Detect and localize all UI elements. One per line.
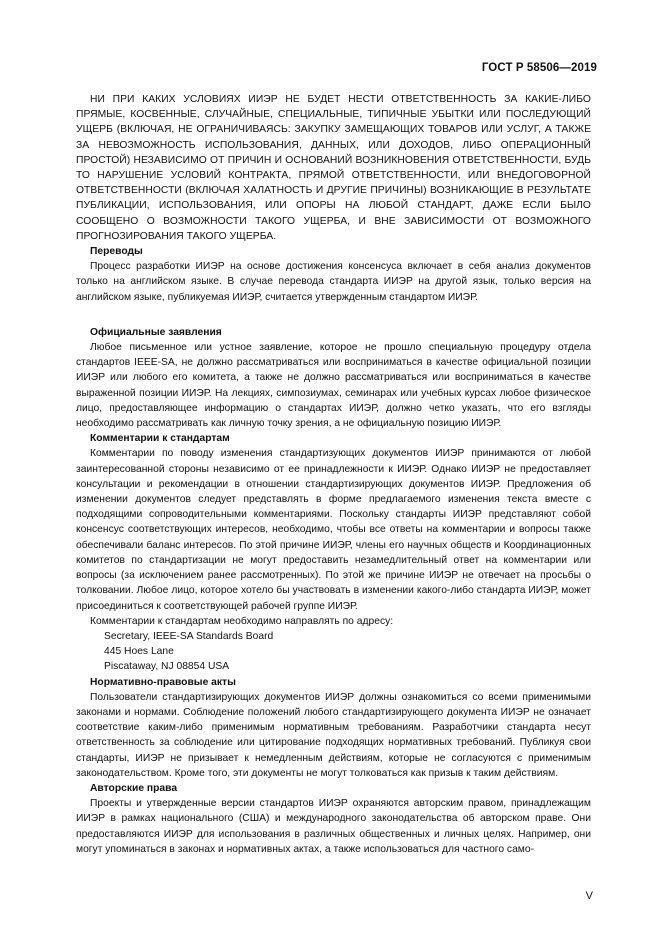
address-line: 445 Hoes Lane	[104, 646, 174, 658]
section-text-translations: Процесс разработки ИИЭР на основе достижения консенсуса включает в себя анализ документов только на английском языке. В случае перевода стандарта ИИЭР на другой язык, только версия на английском языке, публикуемая ИИЭР, считается утвержденным стандартом ИИЭР.	[76, 261, 591, 303]
page-number: V	[585, 890, 593, 902]
standard-id: ГОСТ Р 58506—2019	[481, 62, 597, 74]
address-intro: Комментарии к стандартам необходимо направлять по адресу:	[90, 615, 394, 627]
section-heading-official-statements: Официальные заявления	[90, 326, 222, 338]
section-heading-regulatory: Нормативно-правовые акты	[90, 676, 236, 688]
address-line: Piscataway, NJ 08854 USA	[104, 661, 230, 673]
section-text-official-statements: Любое письменное или устное заявление, которое не прошло специальную процедуру отдела стандартов IEEE-SA, не должно рассматриваться или восприниматься в качестве официальной позиции ИИЭР или любого его комитета, а также не должно рассматриваться или восприниматься в качестве выраженной позиции ИИЭР. На лекциях, симпозиумах, семинарах или учебных курсах любое физическое лицо, предоставляющее информацию о стандартах ИИЭР, должно четко указать, что его взгляды необходимо рассматривать как личную точку зрения, а не официальную позицию ИИЭР.	[76, 342, 591, 430]
section-heading-comments: Комментарии к стандартам	[90, 433, 230, 445]
section-spacer	[76, 305, 591, 325]
section-text-comments: Комментарии по поводу изменения стандартизующих документов ИИЭР принимаются от любой заинтересованной стороны независимо от ее принадлежности к ИИЭР. Однако ИИЭР не предоставляет консультации и рекомендации в отношении стандартизирующих документов ИИЭР. Предложения об изменении документов следует представлять в форме предлагаемого изменения текста вместе с подходящими сопроводительными комментариями. Поскольку стандарты ИИЭР представляют собой консенсус соответствующих интересов, необходимо, чтобы все ответы на комментарии и вопросы также обеспечивали баланс интересов. По этой причине ИИЭР, члены его научных обществ и Координационных комитетов по стандартизации не могут предоставить незамедлительный ответ на комментарии или вопросы (за исключением ранее рассмотренных). По этой же причине ИИЭР не отвечает на просьбы о толковании. Любое лицо, которое хотело бы участвовать в изменении какого-либо стандарта ИИЭР, может присоединиться к соответствующей рабочей группе ИИЭР.	[76, 448, 591, 612]
page-content	[76, 92, 591, 857]
section-text-copyright: Проекты и утвержденные версии стандартов ИИЭР охраняются авторским правом, принадлежащим ИИЭР в рамках национального (США) и международного законодательства об авторском праве. Они предоставляются ИИЭР для использования в различных общественных и личных целях. Например, они могут упоминаться в законах и нормативных актах, а также использоваться для частного само-	[76, 798, 591, 855]
section-heading-translations: Переводы	[90, 246, 143, 258]
section-text-regulatory: Пользователи стандартизирующих документов ИИЭР должны ознакомиться со всеми применимыми законами и нормами. Соблюдение положений любого стандартизирующего документа ИИЭР не означает соответствие каким-либо применимым нормативным требованиям. Разработчики стандарта несут ответственность за соблюдение или цитирование подходящих нормативных требований. Публикуя свои стандарты, ИИЭР не призывает к немедленным действиям, которые не согласуются с применимым законодательством. Кроме того, эти документы не могут толковаться как призыв к таким действиям.	[76, 691, 591, 779]
disclaimer-paragraph: НИ ПРИ КАКИХ УСЛОВИЯХ ИИЭР НЕ БУДЕТ НЕСТИ ОТВЕТСТВЕННОСТЬ ЗА КАКИЕ-ЛИБО ПРЯМЫЕ, КОСВЕННЫЕ, СЛУЧАЙНЫЕ, СПЕЦИАЛЬНЫЕ, ТИПИЧНЫЕ УБЫТКИ ИЛИ ПОСЛЕДУЮЩИЙ УЩЕРБ (ВКЛЮЧАЯ, НЕ ОГРАНИЧИВАЯСЬ: ЗАКУПКУ ЗАМЕЩАЮЩИХ ТОВАРОВ ИЛИ УСЛУГ, А ТАКЖЕ ЗА НЕВОЗМОЖНОСТЬ ИСПОЛЬЗОВАНИЯ, ДАННЫХ, ИЛИ ДОХОДОВ, ЛИБО ОПЕРАЦИОННЫЙ ПРОСТОЙ) НЕЗАВИСИМО ОТ ПРИЧИН И ОСНОВАНИЙ ВОЗНИКНОВЕНИЯ ОТВЕТСТВЕННОСТИ, БУДЬ ТО НАРУШЕНИЕ УСЛОВИЙ КОНТРАКТА, ПРЯМОЙ ОТВЕТСТВЕННОСТИ, ИЛИ ВНЕДОГОВОРНОЙ ОТВЕТСТВЕННОСТИ (ВКЛЮЧАЯ ХАЛАТНОСТЬ И ДРУГИЕ ПРИЧИНЫ) ВОЗНИКАЮЩИЕ В РЕЗУЛЬТАТЕ ПУБЛИКАЦИИ, ИСПОЛЬЗОВАНИЯ, ИЛИ ОПОРЫ НА ЛЮБОЙ СТАНДАРТ, ДАЖЕ ЕСЛИ БЫЛО СООБЩЕНО О ВОЗМОЖНОСТИ ТАКОГО УЩЕРБА, И ВНЕ ЗАВИСИМОСТИ ОТ ВОЗМОЖНОГО ПРОГНОЗИРОВАНИЯ ТАКОГО УЩЕРБА.	[76, 94, 591, 242]
section-heading-copyright: Авторские права	[90, 782, 178, 794]
address-line: Secretary, IEEE-SA Standards Board	[104, 630, 274, 642]
